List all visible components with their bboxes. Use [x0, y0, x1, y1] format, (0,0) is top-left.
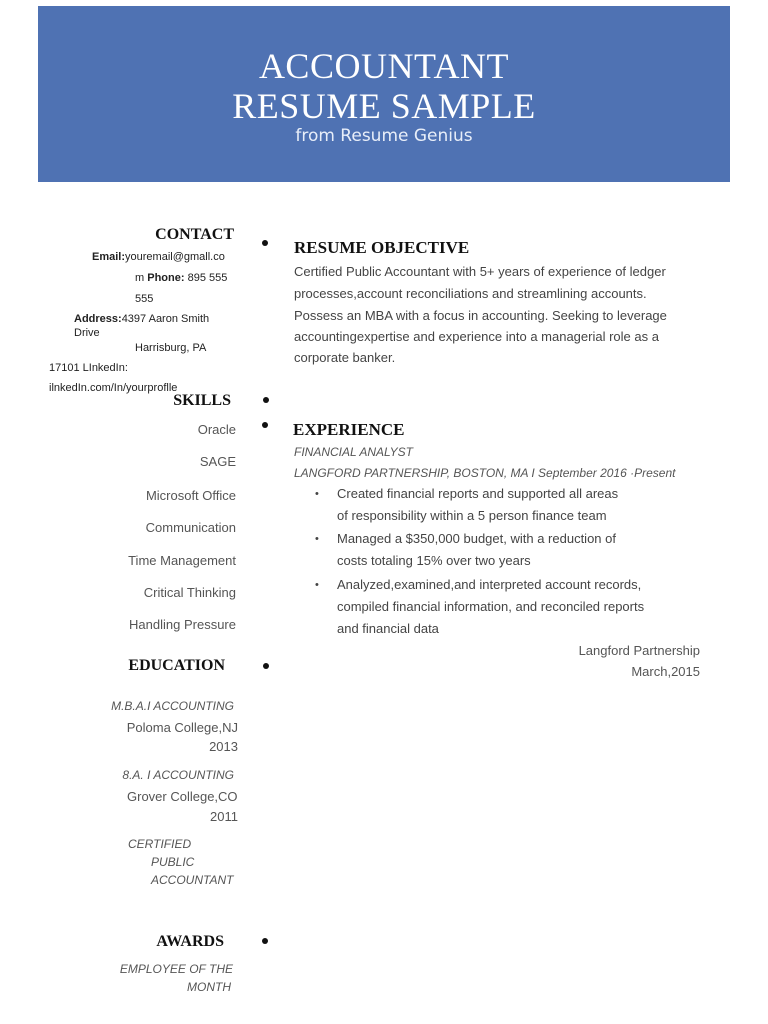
trailing-company: Langford Partnership: [578, 643, 700, 658]
objective-line: corporate banker.: [294, 350, 396, 365]
timeline-dot: [262, 422, 268, 428]
skill-item: Handling Pressure: [129, 617, 236, 632]
skill-item: Critical Thinking: [143, 585, 236, 600]
address-city: Harrisburg, PA: [135, 342, 207, 354]
trailing-date: March,2015: [631, 664, 700, 679]
experience-bullet-line: Created financial reports and supported all areas: [337, 486, 619, 501]
award-line-2: MONTH: [187, 980, 231, 994]
address-label: Address:: [74, 313, 122, 325]
address-value-cont: Drive: [74, 327, 100, 339]
objective-line: processes,account reconciliations and streamlining accounts.: [294, 286, 647, 301]
contact-email: [92, 251, 225, 263]
timeline-dot: [262, 938, 268, 944]
address-value: 4397 Aaron Smith: [121, 313, 210, 325]
email-value-cont: m: [135, 272, 145, 284]
degree-1: M.B.A.I ACCOUNTING: [111, 699, 234, 713]
education-heading: EDUCATION: [128, 657, 225, 674]
award-line-1: EMPLOYEE OF THE: [119, 962, 233, 976]
bullet-marker: •: [315, 488, 319, 500]
cert-line-3: ACCOUNTANT: [151, 873, 234, 887]
objective-line: Certified Public Accountant with 5+ years of experience of ledger: [294, 264, 666, 279]
experience-bullet-line: Analyzed,examined,and interpreted account records,: [337, 577, 642, 592]
cert-line-2: PUBLIC: [151, 855, 195, 869]
experience-heading: EXPERIENCE: [293, 420, 405, 439]
skill-item: Microsoft Office: [145, 488, 236, 503]
contact-phone: [135, 272, 227, 284]
phone-value: 895 555: [187, 272, 228, 284]
cert-line-1: CERTIFIED: [128, 837, 192, 851]
year-2: 2011: [210, 809, 238, 824]
experience-bullet-line: costs totaling 15% over two years: [337, 553, 531, 568]
school-2: Grover College,CO: [127, 789, 238, 804]
degree-2: 8.A. I ACCOUNTING: [122, 768, 234, 782]
bullet-marker: •: [315, 533, 319, 545]
email-label: Email:: [92, 251, 126, 263]
skill-item: Time Management: [128, 553, 236, 568]
awards-heading: AWARDS: [156, 933, 224, 950]
job-title: FINANCIAL ANALYST: [294, 445, 413, 459]
header-banner: [38, 6, 730, 182]
address-zip-linkedin: 17101 LInkedIn:: [49, 362, 128, 374]
resume-title-line1: ACCOUNTANT: [258, 46, 510, 86]
skill-item: Oracle: [197, 422, 236, 437]
objective-line: accountingexpertise and experience into a managerial role as a: [294, 329, 659, 344]
experience-bullet-line: compiled financial information, and reconciled reports: [337, 599, 645, 614]
timeline-dot: [263, 663, 269, 669]
resume-title-line2: RESUME SAMPLE: [232, 86, 536, 126]
phone-value-cont: 555: [135, 293, 154, 305]
skills-heading: SKILLS: [173, 392, 231, 409]
timeline-dot: [263, 397, 269, 403]
contact-address: [74, 313, 209, 325]
experience-bullet-line: of responsibility within a 5 person finance team: [337, 508, 607, 523]
resume-subtitle: from Resume Genius: [295, 126, 473, 146]
year-1: 2013: [209, 739, 238, 754]
bullet-marker: •: [315, 579, 319, 591]
school-1: Poloma College,NJ: [126, 720, 238, 735]
linkedin-url: ilnkedIn.com/In/yourproflle: [49, 382, 178, 394]
company-line: LANGFORD PARTNERSHIP, BOSTON, MA I September 2016 ·Present: [294, 466, 676, 480]
skill-item: SAGE: [199, 454, 236, 469]
objective-line: Possess an MBA with a focus in accounting. Seeking to leverage: [294, 308, 667, 323]
skill-item: Communication: [145, 520, 236, 535]
experience-bullet-line: Managed a $350,000 budget, with a reduction of: [337, 531, 616, 546]
contact-heading: CONTACT: [155, 226, 234, 243]
objective-heading: RESUME OBJECTIVE: [294, 238, 470, 257]
phone-label: Phone:: [147, 272, 185, 284]
email-value: youremail@gmall.co: [125, 251, 225, 263]
experience-bullet-line: and financial data: [337, 621, 439, 636]
timeline-dot: [262, 240, 268, 246]
